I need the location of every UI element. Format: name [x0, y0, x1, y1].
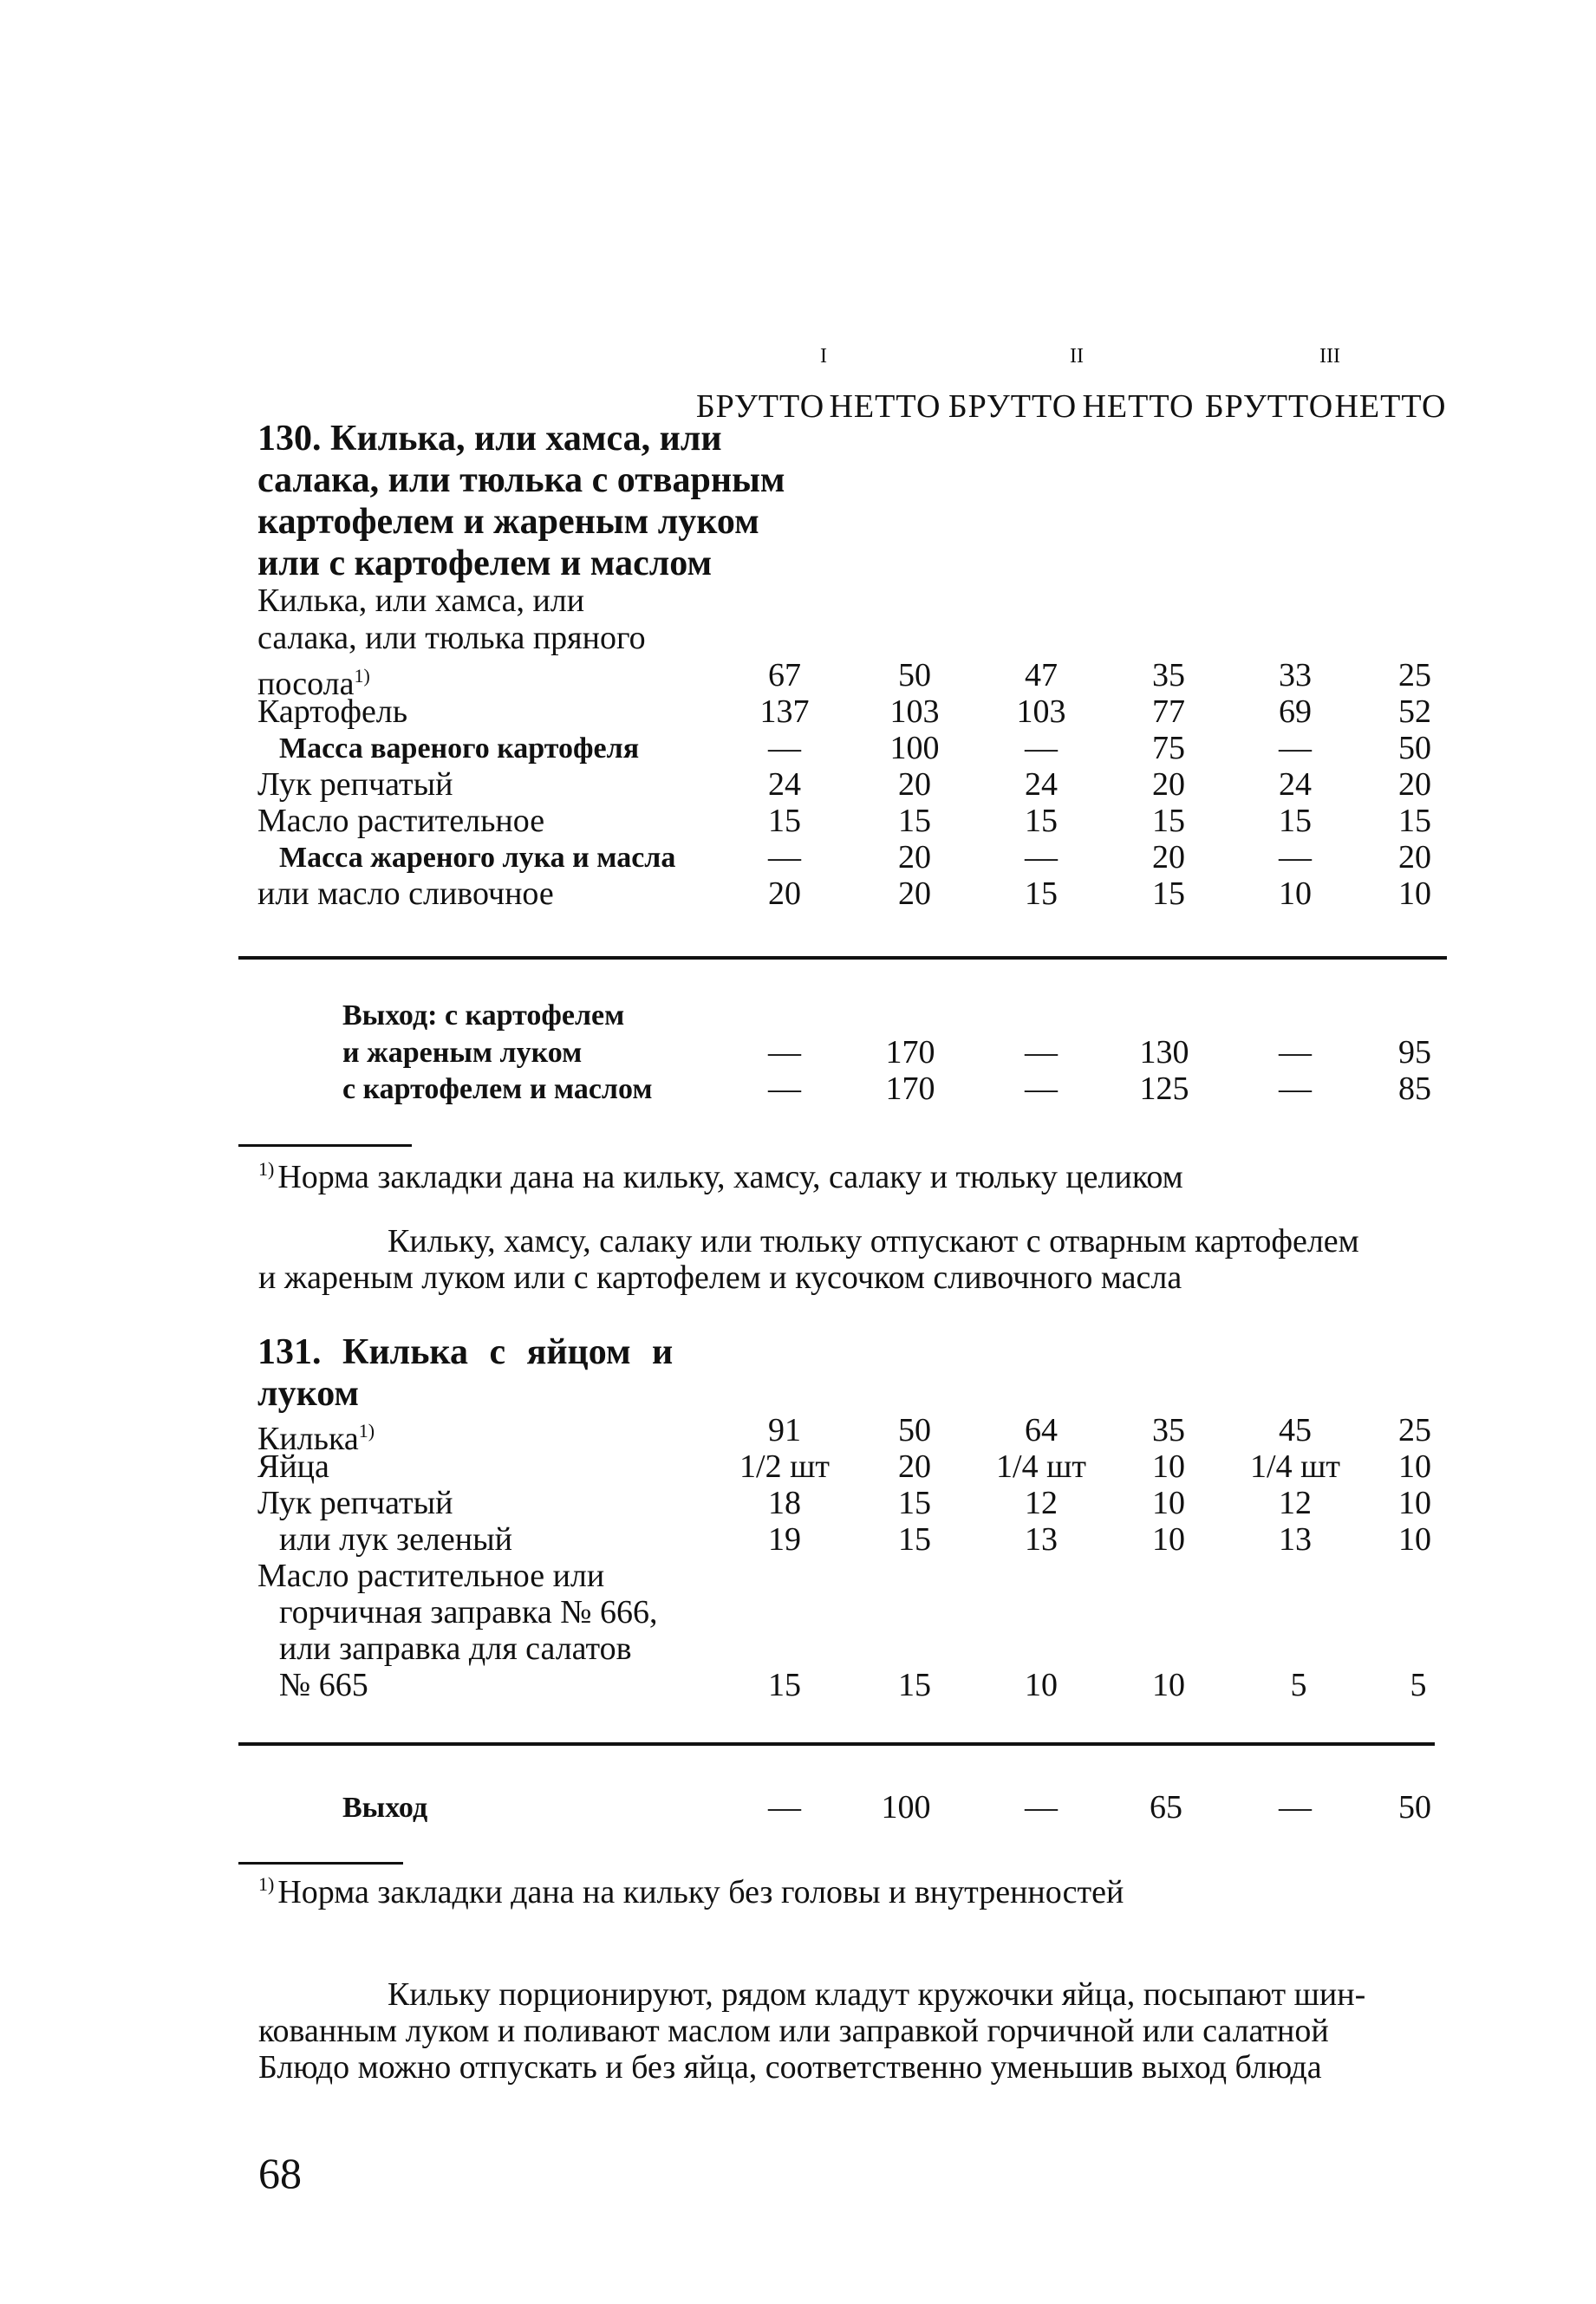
cell: 15 [898, 1667, 931, 1703]
title-line: 130. Килька, или хамса, или [257, 419, 722, 459]
cell: 15 [768, 803, 801, 839]
row-label: Выход [342, 1792, 428, 1824]
row-label: Лук репчатый [257, 766, 453, 803]
cell: 20 [1152, 766, 1185, 803]
cell: 125 [1139, 1071, 1189, 1107]
cell: 10 [1398, 1485, 1431, 1521]
cell: 1/2 шт [739, 1448, 830, 1485]
cell: 15 [1152, 803, 1185, 839]
row-label: Масло растительное [257, 803, 545, 839]
cell: 10 [1152, 1521, 1185, 1558]
cell: 10 [1152, 1485, 1185, 1521]
cell: 15 [1279, 803, 1312, 839]
cell: 15 [898, 803, 931, 839]
cell: 69 [1279, 693, 1312, 730]
column-header: БРУТТО [1204, 388, 1334, 425]
page-number: 68 [258, 2149, 302, 2197]
row-label: Масса жареного лука и масла [279, 842, 676, 874]
note-line: Кильку, хамсу, салаку или тюльку отпускают с отварным картофелем [388, 1223, 1359, 1259]
cell: 75 [1152, 730, 1185, 766]
yield-title: Выход: с картофелем [342, 999, 625, 1032]
cell: 50 [1398, 730, 1431, 766]
column-header: БРУТТО [695, 388, 825, 425]
cell: 170 [885, 1071, 935, 1107]
cell: — [1279, 1071, 1312, 1107]
cell: 10 [1279, 875, 1312, 912]
cell: 20 [898, 875, 931, 912]
column-header: НЕТТО [1082, 388, 1195, 425]
cell: 1/4 шт [1250, 1448, 1340, 1485]
cell: 20 [898, 766, 931, 803]
cell: 103 [889, 693, 940, 730]
row-label: Картофель [257, 693, 408, 730]
cell: 35 [1152, 1412, 1185, 1448]
cell: 12 [1279, 1485, 1312, 1521]
cell: 13 [1025, 1521, 1058, 1558]
cell: 35 [1152, 657, 1185, 693]
cell: 77 [1152, 693, 1185, 730]
title-line: луком [257, 1374, 360, 1414]
cell: 10 [1398, 1448, 1431, 1485]
footnote-mark: 1) [258, 1873, 275, 1895]
cell: — [1279, 1789, 1312, 1826]
cell: — [768, 1034, 801, 1071]
cell: 20 [1398, 839, 1431, 875]
cell: 18 [768, 1485, 801, 1521]
column-group-i: I [820, 345, 827, 368]
row-label: Масса вареного картофеля [279, 732, 640, 765]
table-divider [238, 1742, 1435, 1746]
row-label: или заправка для салатов [279, 1630, 632, 1667]
cell: 130 [1139, 1034, 1189, 1071]
cell: 15 [1025, 875, 1058, 912]
cell: 100 [881, 1789, 931, 1826]
row-label: Масло растительное или [257, 1558, 605, 1594]
row-label: № 665 [279, 1667, 368, 1703]
cell: 52 [1398, 693, 1431, 730]
cell: 19 [768, 1521, 801, 1558]
cell: 25 [1398, 1412, 1431, 1448]
table-divider [238, 956, 1447, 960]
row-label: Килька$^{1)}$ [257, 1420, 375, 1457]
cell: 15 [898, 1521, 931, 1558]
cell: — [1025, 1071, 1058, 1107]
note-line: кованным луком и поливают маслом или заправкой горчичной или салатной [258, 2013, 1329, 2049]
cell: 33 [1279, 657, 1312, 693]
footnote-ref: 1) [358, 1420, 375, 1442]
cell: 20 [768, 875, 801, 912]
cell: — [1279, 730, 1312, 766]
note-line: Блюдо можно отпускать и без яйца, соответственно уменьшив выход блюда [258, 2049, 1322, 2086]
cell: 10 [1152, 1448, 1185, 1485]
column-group-iii: III [1319, 345, 1340, 368]
title-line: или с картофелем и маслом [257, 543, 713, 583]
cell: 20 [1152, 839, 1185, 875]
cell: 91 [768, 1412, 801, 1448]
cell: 170 [885, 1034, 935, 1071]
cell: 10 [1398, 1521, 1431, 1558]
cell: 95 [1398, 1034, 1431, 1071]
footnote-ref: 1) [354, 665, 370, 687]
cell: — [1025, 1789, 1058, 1826]
title-line: картофелем и жареным луком [257, 502, 759, 542]
row-label: салака, или тюлька пряного [257, 620, 646, 656]
footnote: $^{1)}$ Норма закладки дана на кильку без головы и внутренностей [258, 1873, 1124, 1910]
cell: — [768, 839, 801, 875]
cell: 5 [1290, 1667, 1307, 1703]
cell: 20 [898, 839, 931, 875]
column-header: НЕТТО [829, 388, 941, 425]
cell: 137 [759, 693, 810, 730]
cell: 10 [1398, 875, 1431, 912]
cell: 20 [898, 1448, 931, 1485]
cell: 85 [1398, 1071, 1431, 1107]
cell: — [768, 1071, 801, 1107]
cell: 67 [768, 657, 801, 693]
cell: 15 [1398, 803, 1431, 839]
cell: 20 [1398, 766, 1431, 803]
cell: 45 [1279, 1412, 1312, 1448]
row-label: Килька, или хамса, или [257, 583, 585, 619]
cell: 12 [1025, 1485, 1058, 1521]
column-header: НЕТТО [1334, 388, 1447, 425]
cell: 13 [1279, 1521, 1312, 1558]
cell: 24 [1279, 766, 1312, 803]
cell: 1/4 шт [996, 1448, 1086, 1485]
row-label: с картофелем и маслом [342, 1073, 653, 1105]
cell: 10 [1152, 1667, 1185, 1703]
cell: — [1279, 1034, 1312, 1071]
cell: 24 [768, 766, 801, 803]
cell: 65 [1150, 1789, 1182, 1826]
row-label: и жареным луком [342, 1037, 583, 1069]
column-group-ii: II [1070, 345, 1084, 368]
cell: 25 [1398, 657, 1431, 693]
footnote-mark: 1) [258, 1158, 275, 1180]
cell: 103 [1016, 693, 1066, 730]
title-line: салака, или тюлька с отварным [257, 460, 785, 500]
note-line: Кильку порционируют, рядом кладут кружочки яйца, посыпают шин- [388, 1976, 1366, 2013]
cell: — [1025, 730, 1058, 766]
row-label: горчичная заправка № 666, [279, 1594, 658, 1630]
column-header: БРУТТО [948, 388, 1078, 425]
cell: 10 [1025, 1667, 1058, 1703]
cell: 15 [1025, 803, 1058, 839]
cell: 50 [1398, 1789, 1431, 1826]
cell: 50 [898, 1412, 931, 1448]
cell: 100 [889, 730, 940, 766]
cell: 24 [1025, 766, 1058, 803]
title-line: 131. Килька с яйцом и [257, 1332, 674, 1372]
row-label: Лук репчатый [257, 1485, 453, 1521]
cell: 50 [898, 657, 931, 693]
cell: 15 [768, 1667, 801, 1703]
cell: — [768, 1789, 801, 1826]
cell: 5 [1410, 1667, 1427, 1703]
footnote-rule [238, 1862, 403, 1865]
footnote: $^{1)}$ Норма закладки дана на кильку, хамсу, салаку и тюльку целиком [258, 1158, 1183, 1195]
footnote-rule [238, 1144, 412, 1147]
cell: — [1025, 839, 1058, 875]
cell: — [768, 730, 801, 766]
cell: 15 [898, 1485, 931, 1521]
row-label: посола$^{1)}$ [257, 665, 370, 702]
cell: — [1279, 839, 1312, 875]
row-label: или лук зеленый [279, 1521, 512, 1558]
cell: 64 [1025, 1412, 1058, 1448]
row-label: или масло сливочное [257, 875, 554, 912]
note-line: и жареным луком или с картофелем и кусочком сливочного масла [258, 1259, 1182, 1296]
cell: 47 [1025, 657, 1058, 693]
cell: — [1025, 1034, 1058, 1071]
cell: 15 [1152, 875, 1185, 912]
row-label: Яйца [257, 1448, 329, 1485]
